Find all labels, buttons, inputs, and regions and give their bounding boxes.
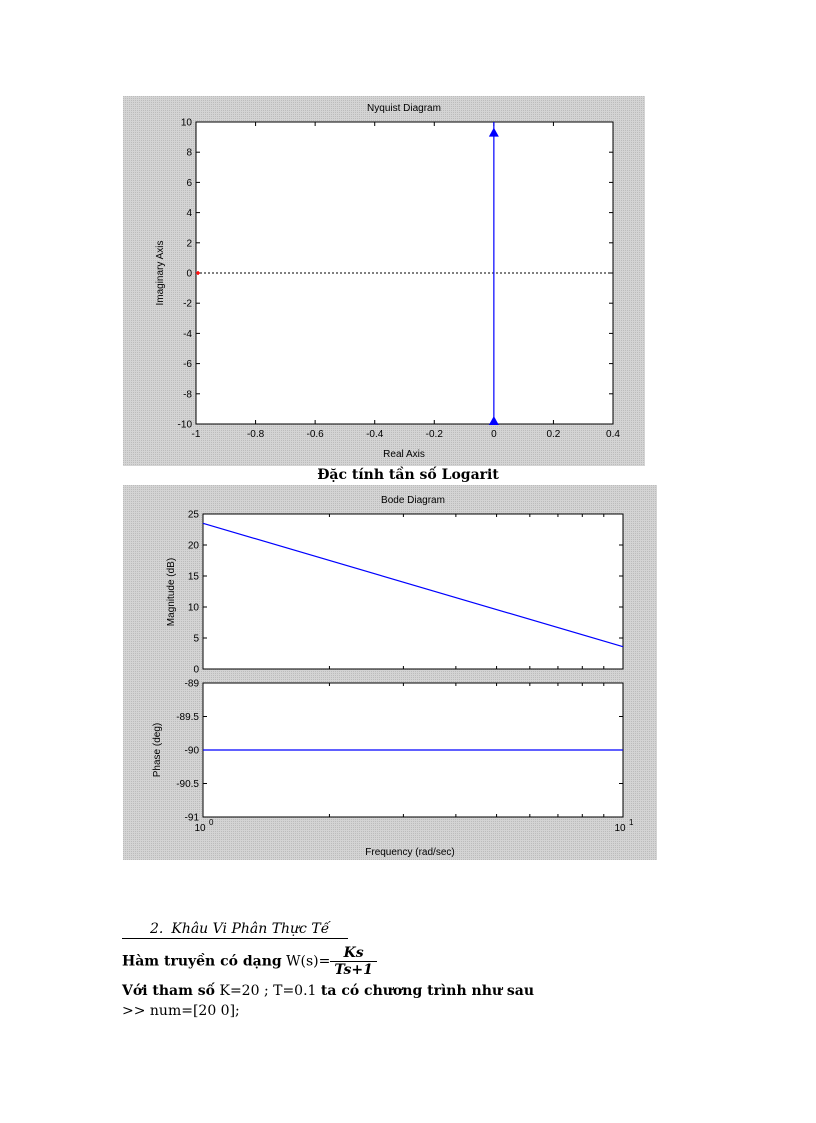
y-tick-label: 6 (186, 177, 192, 189)
y-tick-label: 10 (180, 117, 192, 129)
x-tick-label: 0 (491, 429, 497, 440)
transfer-function-line (122, 945, 377, 978)
bode-caption: Đặc tính tần số Logarit (317, 467, 499, 483)
bode-plot (123, 485, 657, 860)
x-tick-label: -0.2 (425, 429, 443, 440)
transfer-function-name: W(s)= (286, 953, 331, 970)
magnitude-ylabel: Magnitude (dB) (166, 557, 177, 627)
x-tick-label: 0.4 (606, 429, 620, 440)
nyquist-plot (123, 96, 645, 466)
y-tick-label: 2 (186, 238, 192, 250)
y-tick-label: 4 (186, 208, 192, 220)
x-tick-label: -0.4 (366, 429, 384, 440)
parameters-suffix: ta có chương trình như sau (320, 983, 535, 999)
code-line (122, 1003, 240, 1019)
parameters-line (122, 983, 534, 999)
nyquist-title: Nyquist Diagram (367, 103, 441, 114)
y-tick-label: 0 (186, 268, 192, 280)
section-heading (122, 921, 348, 939)
nyquist-ylabel: Imaginary Axis (155, 240, 166, 306)
magnitude-tick-label: 15 (187, 571, 199, 583)
fraction-denominator: Ts+1 (334, 962, 373, 978)
x-tick-label: -0.8 (246, 429, 265, 440)
nyquist-figure (123, 96, 645, 466)
magnitude-tick-label: 5 (193, 633, 199, 645)
parameters-prefix: Với tham số (122, 983, 216, 999)
x-tick-label: -1 (191, 429, 201, 440)
magnitude-tick-label: 25 (187, 509, 199, 521)
magnitude-tick-label: 10 (187, 602, 199, 614)
transfer-function-fraction (330, 945, 377, 978)
y-tick-label: -6 (183, 359, 192, 371)
y-tick-label: -4 (183, 328, 192, 340)
nyquist-xlabel: Real Axis (383, 449, 425, 460)
bode-title: Bode Diagram (381, 495, 445, 506)
bode-figure (123, 485, 657, 860)
x-tick-label: -0.6 (306, 429, 324, 440)
transfer-function-prefix: Hàm truyền có dạng (122, 953, 282, 970)
phase-ylabel: Phase (deg) (152, 722, 163, 778)
phase-tick-label: -91 (184, 812, 199, 824)
code-num: >> num=[20 0]; (122, 1003, 240, 1019)
magnitude-tick-label: 20 (187, 540, 199, 552)
section-title: Khâu Vi Phân Thực Tế (171, 921, 330, 937)
section-number: 2. (150, 921, 164, 937)
fraction-numerator: Ks (330, 945, 377, 962)
bode-xlabel: Frequency (rad/sec) (365, 847, 455, 858)
phase-tick-label: -89 (184, 678, 199, 690)
y-tick-label: 8 (186, 147, 192, 159)
y-tick-label: -10 (177, 419, 192, 431)
phase-tick-label: -89.5 (176, 712, 199, 723)
magnitude-plot-area (203, 514, 623, 669)
y-tick-label: -2 (183, 298, 192, 310)
x-tick-exponent: 1 (629, 818, 634, 827)
magnitude-tick-label: 0 (193, 664, 199, 676)
x-tick-label: 10 (194, 823, 206, 834)
parameters-values: K=20 ; T=0.1 (219, 983, 317, 999)
x-tick-label: 10 (614, 823, 626, 834)
x-tick-exponent: 0 (209, 818, 214, 827)
y-tick-label: -8 (183, 389, 192, 401)
phase-tick-label: -90.5 (176, 779, 199, 790)
phase-tick-label: -90 (184, 745, 199, 757)
x-tick-label: 0.2 (546, 429, 561, 440)
